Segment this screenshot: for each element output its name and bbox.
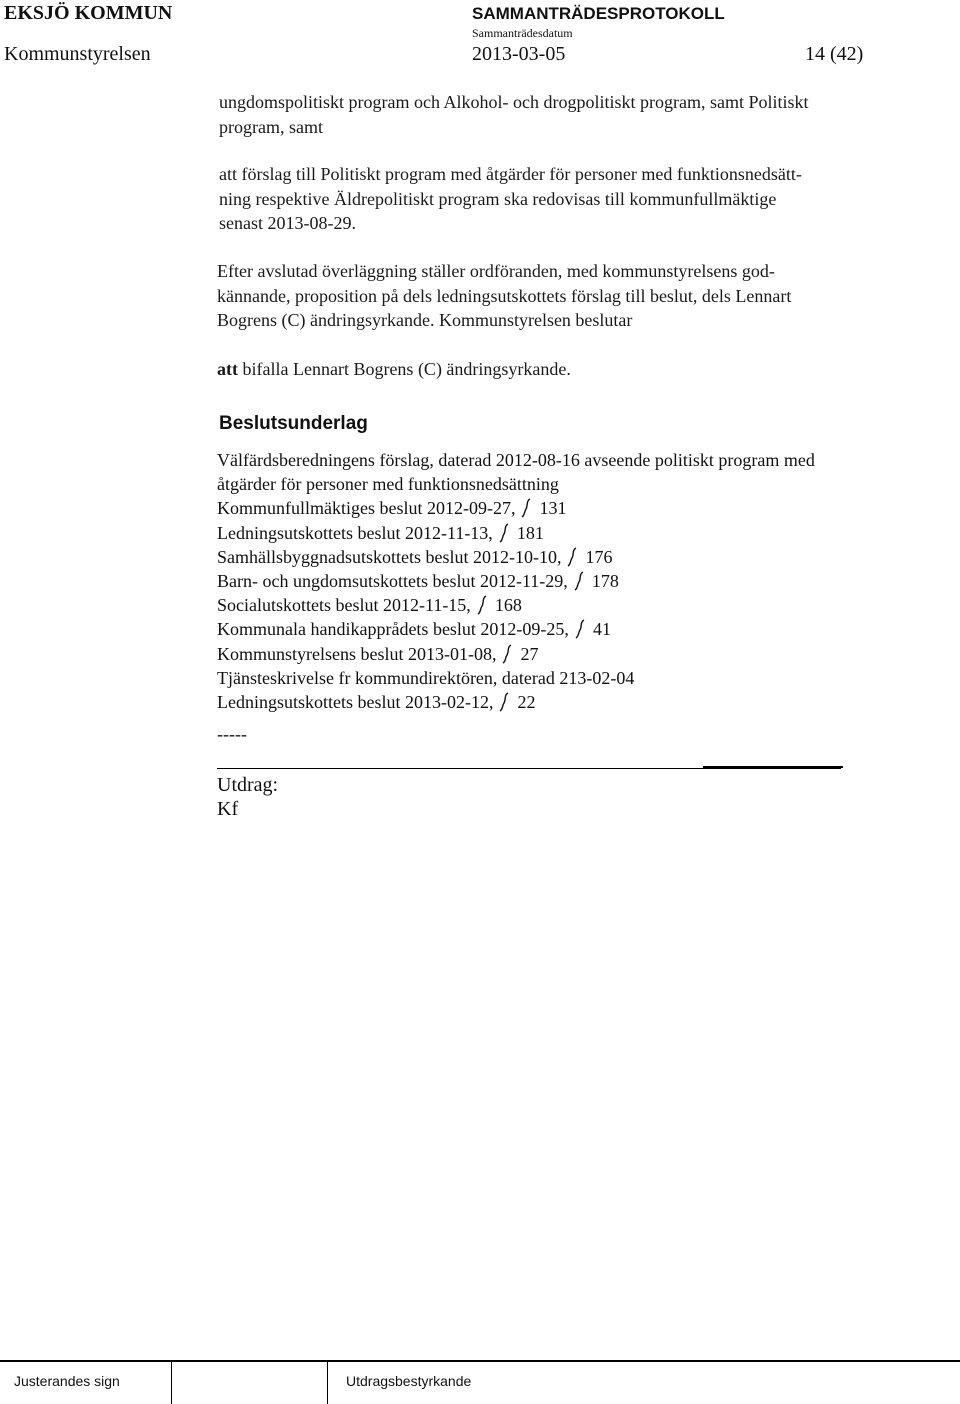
separator: ----- — [217, 724, 247, 744]
paragraph-line: program, samt — [219, 116, 323, 137]
section-sign-icon — [519, 498, 533, 518]
basis-item — [217, 521, 815, 545]
section-sign-icon — [565, 547, 579, 567]
section-sign-icon — [475, 595, 489, 615]
section-sign-icon — [497, 692, 511, 712]
paragraph-line: Bogrens (C) ändringsyrkande. Kommunstyrelsen beslutar — [217, 310, 633, 330]
paragraph-3 — [217, 259, 791, 333]
basis-item — [217, 569, 815, 593]
organization-name: EKSJÖ KOMMUN — [4, 2, 173, 24]
section-sign-icon — [497, 523, 511, 543]
basis-item-text: Kommunala handikapprådets beslut 2012-09-25, — [217, 619, 569, 640]
basis-item-text: Socialutskottets beslut 2012-11-15, — [217, 595, 471, 616]
basis-item-number: 168 — [494, 595, 522, 616]
basis-item — [217, 593, 815, 617]
basis-items — [217, 496, 815, 714]
basis-item — [217, 617, 815, 641]
footer-rule — [0, 1360, 960, 1362]
extract-label: Utdrag: — [217, 774, 279, 796]
basis-item-text: Ledningsutskottets beslut 2013-02-12, — [217, 692, 494, 713]
decision-text: bifalla Lennart Bogrens (C) ändringsyrkande. — [242, 359, 571, 379]
horizontal-rule-thick — [703, 766, 843, 768]
paragraph-line: senast 2013-08-29. — [219, 213, 356, 233]
footer-divider — [327, 1362, 328, 1404]
section-sign-icon — [500, 644, 514, 664]
date-label: Sammanträdesdatum — [472, 26, 573, 40]
basis-list — [217, 448, 815, 714]
footer-divider — [171, 1362, 172, 1404]
basis-item — [217, 545, 815, 569]
basis-item-number: 178 — [591, 571, 619, 592]
decision-line — [217, 357, 571, 382]
paragraph-2 — [219, 162, 802, 236]
paragraph-line: Efter avslutad överläggning ställer ordföranden, med kommunstyrelsens god- — [217, 261, 775, 281]
basis-item-text: Samhällsbyggnadsutskottets beslut 2012-10-10, — [217, 546, 562, 567]
basis-item-text: Kommunfullmäktiges beslut 2012-09-27, — [217, 498, 516, 519]
paragraph-1 — [219, 90, 808, 139]
section-sign-icon — [572, 571, 586, 591]
basis-item-number: 27 — [520, 643, 539, 664]
att-keyword: att — [217, 359, 238, 379]
paragraph-line: ungdomspolitiskt program och Alkohol- och drogpolitiskt program, samt Politiskt — [219, 92, 809, 112]
paragraph-line: kännande, proposition på dels ledningsutskottets förslag till beslut, dels Lennart — [217, 285, 792, 306]
body-name: Kommunstyrelsen — [4, 43, 151, 65]
basis-intro-line: åtgärder för personer med funktionsnedsättning — [217, 474, 559, 495]
basis-item-text: Kommunstyrelsens beslut 2013-01-08, — [217, 643, 497, 664]
basis-item-number: 181 — [516, 522, 544, 543]
justerandes-sign-label: Justerandes sign — [14, 1373, 120, 1389]
basis-item-text: Ledningsutskottets beslut 2012-11-13, — [217, 522, 493, 543]
protocol-title: SAMMANTRÄDESPROTOKOLL — [472, 4, 725, 23]
section-sign-icon — [573, 619, 587, 639]
utdragsbestyrkande-label: Utdragsbestyrkande — [346, 1373, 472, 1389]
horizontal-rule — [217, 768, 841, 769]
basis-intro-line: Välfärdsberedningens förslag, daterad 2012-08-16 avseende politiskt program med — [217, 450, 815, 470]
paragraph-line: att förslag till Politiskt program med åtgärder för personer med funktionsnedsätt- — [219, 164, 802, 184]
page-number: 14 (42) — [805, 43, 864, 65]
basis-item-number: 131 — [539, 498, 567, 519]
basis-item — [217, 496, 815, 520]
basis-item-text: Tjänsteskrivelse fr kommundirektören, daterad 213-02-04 — [217, 667, 635, 688]
basis-item — [217, 642, 815, 666]
basis-item-number: 41 — [592, 619, 611, 640]
basis-item — [217, 666, 815, 690]
basis-item-number: 176 — [585, 546, 613, 567]
section-heading: Beslutsunderlag — [219, 413, 368, 434]
basis-item-text: Barn- och ungdomsutskottets beslut 2012-11-29, — [217, 571, 568, 592]
paragraph-line: ning respektive Äldrepolitiskt program ska redovisas till kommunfullmäktige — [219, 188, 777, 209]
extract-recipient: Kf — [217, 798, 239, 820]
basis-item-number: 22 — [517, 692, 536, 713]
meeting-date: 2013-03-05 — [472, 43, 566, 65]
basis-item — [217, 690, 815, 714]
